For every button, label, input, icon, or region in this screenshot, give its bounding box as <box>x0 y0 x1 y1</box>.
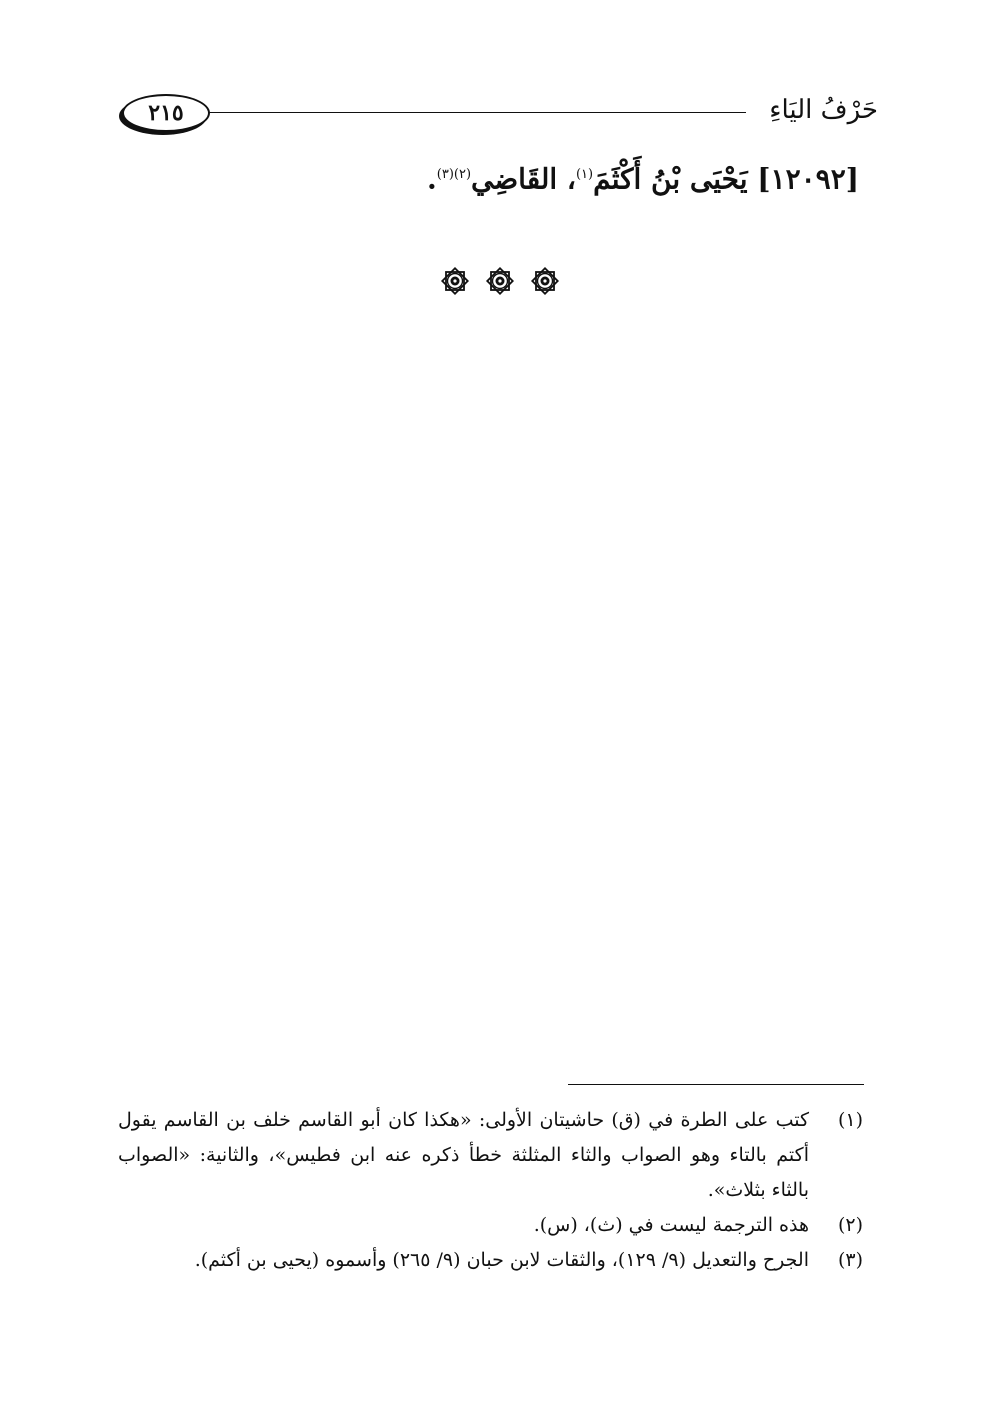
footnote-text: الجرح والتعديل (٩/ ١٢٩)، والثقات لابن حبان (٩/ ٢٦٥) وأسموه (يحيى بن أكثم). <box>194 1249 809 1271</box>
header-rule <box>208 112 746 113</box>
star-ornament-icon <box>530 266 560 296</box>
footnote-marker: (٢) <box>837 1214 863 1236</box>
footnote-3 <box>118 1243 863 1278</box>
biography-entry <box>119 153 859 201</box>
footnote-2 <box>118 1208 863 1243</box>
page-header <box>122 90 878 134</box>
section-divider-ornaments <box>440 266 560 300</box>
footnote-separator <box>568 1084 864 1085</box>
page-number-badge: ٢١٥ <box>122 94 210 132</box>
entry-end: . <box>427 162 437 196</box>
footnote-ref-1[interactable]: (١) <box>575 167 594 182</box>
footnotes <box>118 1103 863 1278</box>
footnote-text: هذه الترجمة ليست في (ث)، (س). <box>533 1214 809 1236</box>
footnote-ref-2-3[interactable]: (٢)(٣) <box>436 167 472 182</box>
entry-heading: [١٢٠٩٢] يَحْيَى بْنُ أَكْثَمَ <box>593 162 859 196</box>
footnote-marker: (٣) <box>837 1249 863 1271</box>
section-title: حَرْفُ اليَاءِ <box>769 95 878 125</box>
footnote-text: كتب على الطرة في (ق) حاشيتان الأولى: «هكذا كان أبو القاسم خلف بن القاسم يقول أكتم بالتاء وهو الصواب والثاء المثلثة خطأ ذكره عنه ابن فطيس»، والثانية: «الصواب بالثاء بثلاث». <box>118 1109 809 1201</box>
footnote-1 <box>118 1103 863 1208</box>
footnote-marker: (١) <box>837 1109 863 1131</box>
star-ornament-icon <box>440 266 470 296</box>
star-ornament-icon <box>485 266 515 296</box>
entry-title: ، القَاضِي <box>471 162 576 196</box>
